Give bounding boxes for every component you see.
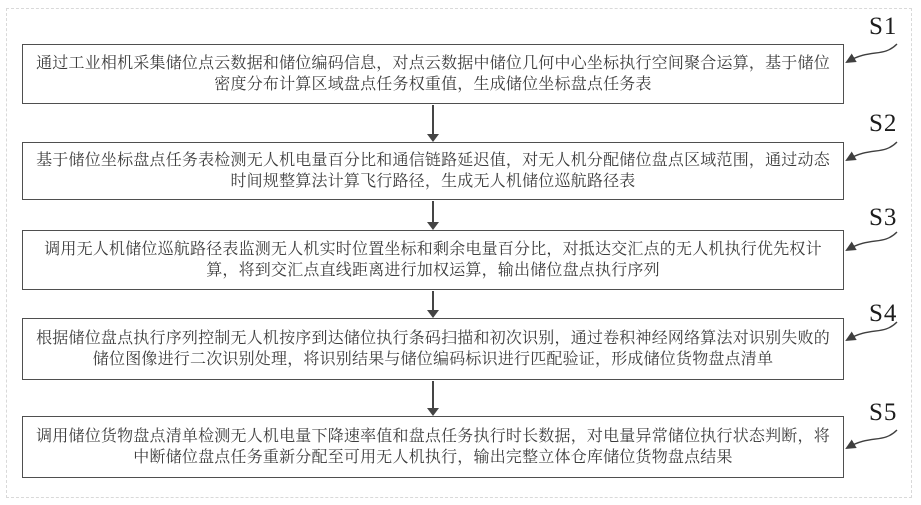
step-label-s4: S4 bbox=[869, 300, 898, 327]
down-arrow-2-head bbox=[427, 222, 439, 230]
flow-step-3-text: 调用无人机储位巡航路径表监测无人机实时位置坐标和剩余电量百分比，对抵达交汇点的无人机执行优先权计算，将到交汇点直线距离进行加权运算，输出储位盘点执行序列 bbox=[44, 241, 822, 279]
s2-curved-arrow-icon bbox=[837, 140, 901, 170]
s3-curved-arrow-icon bbox=[837, 230, 901, 260]
s5-curved-arrow-icon bbox=[837, 428, 901, 458]
flow-step-5-text: 调用储位货物盘点清单检测无人机电量下降速率值和盘点任务执行时长数据，对电量异常储位执行状态判断，将中断储位盘点任务重新分配至可用无人机执行，输出完整立体仓库储位货物盘点结果 bbox=[36, 428, 830, 466]
step-label-s3: S3 bbox=[869, 204, 898, 231]
down-arrow-3 bbox=[427, 291, 439, 318]
step-label-s2: S2 bbox=[869, 110, 898, 137]
s1-curved-arrow-icon bbox=[837, 42, 901, 72]
down-arrow-1 bbox=[427, 105, 439, 142]
down-arrow-3-line bbox=[432, 291, 434, 311]
down-arrow-4-line bbox=[432, 381, 434, 409]
flow-step-2-box bbox=[22, 142, 844, 200]
step-label-s5: S5 bbox=[869, 399, 898, 426]
down-arrow-2 bbox=[427, 201, 439, 230]
flow-step-4-text: 根据储位盘点执行序列控制无人机按序到达储位执行条码扫描和初次识别，通过卷积神经网络算法对识别失败的储位图像进行二次识别处理，将识别结果与储位编码标识进行匹配验证，形成储位货物盘点清单 bbox=[36, 330, 830, 368]
down-arrow-4-head bbox=[427, 408, 439, 416]
down-arrow-1-line bbox=[432, 105, 434, 135]
step-label-s1: S1 bbox=[869, 13, 898, 40]
down-arrow-1-head bbox=[427, 134, 439, 142]
flow-step-1-box bbox=[22, 44, 844, 104]
flow-step-5-box bbox=[22, 416, 844, 478]
down-arrow-2-line bbox=[432, 201, 434, 223]
flow-step-3-box bbox=[22, 230, 844, 290]
flow-step-1-text: 通过工业相机采集储位点云数据和储位编码信息，对点云数据中储位几何中心坐标执行空间聚合运算，基于储位密度分布计算区域盘点任务权重值，生成储位坐标盘点任务表 bbox=[36, 55, 830, 93]
s4-curved-arrow-icon bbox=[837, 320, 901, 350]
down-arrow-4 bbox=[427, 381, 439, 416]
flow-step-4-box bbox=[22, 318, 844, 380]
flow-step-2-text: 基于储位坐标盘点任务表检测无人机电量百分比和通信链路延迟值，对无人机分配储位盘点区域范围，通过动态时间规整算法计算飞行路径，生成无人机储位巡航路径表 bbox=[36, 152, 830, 190]
down-arrow-3-head bbox=[427, 310, 439, 318]
